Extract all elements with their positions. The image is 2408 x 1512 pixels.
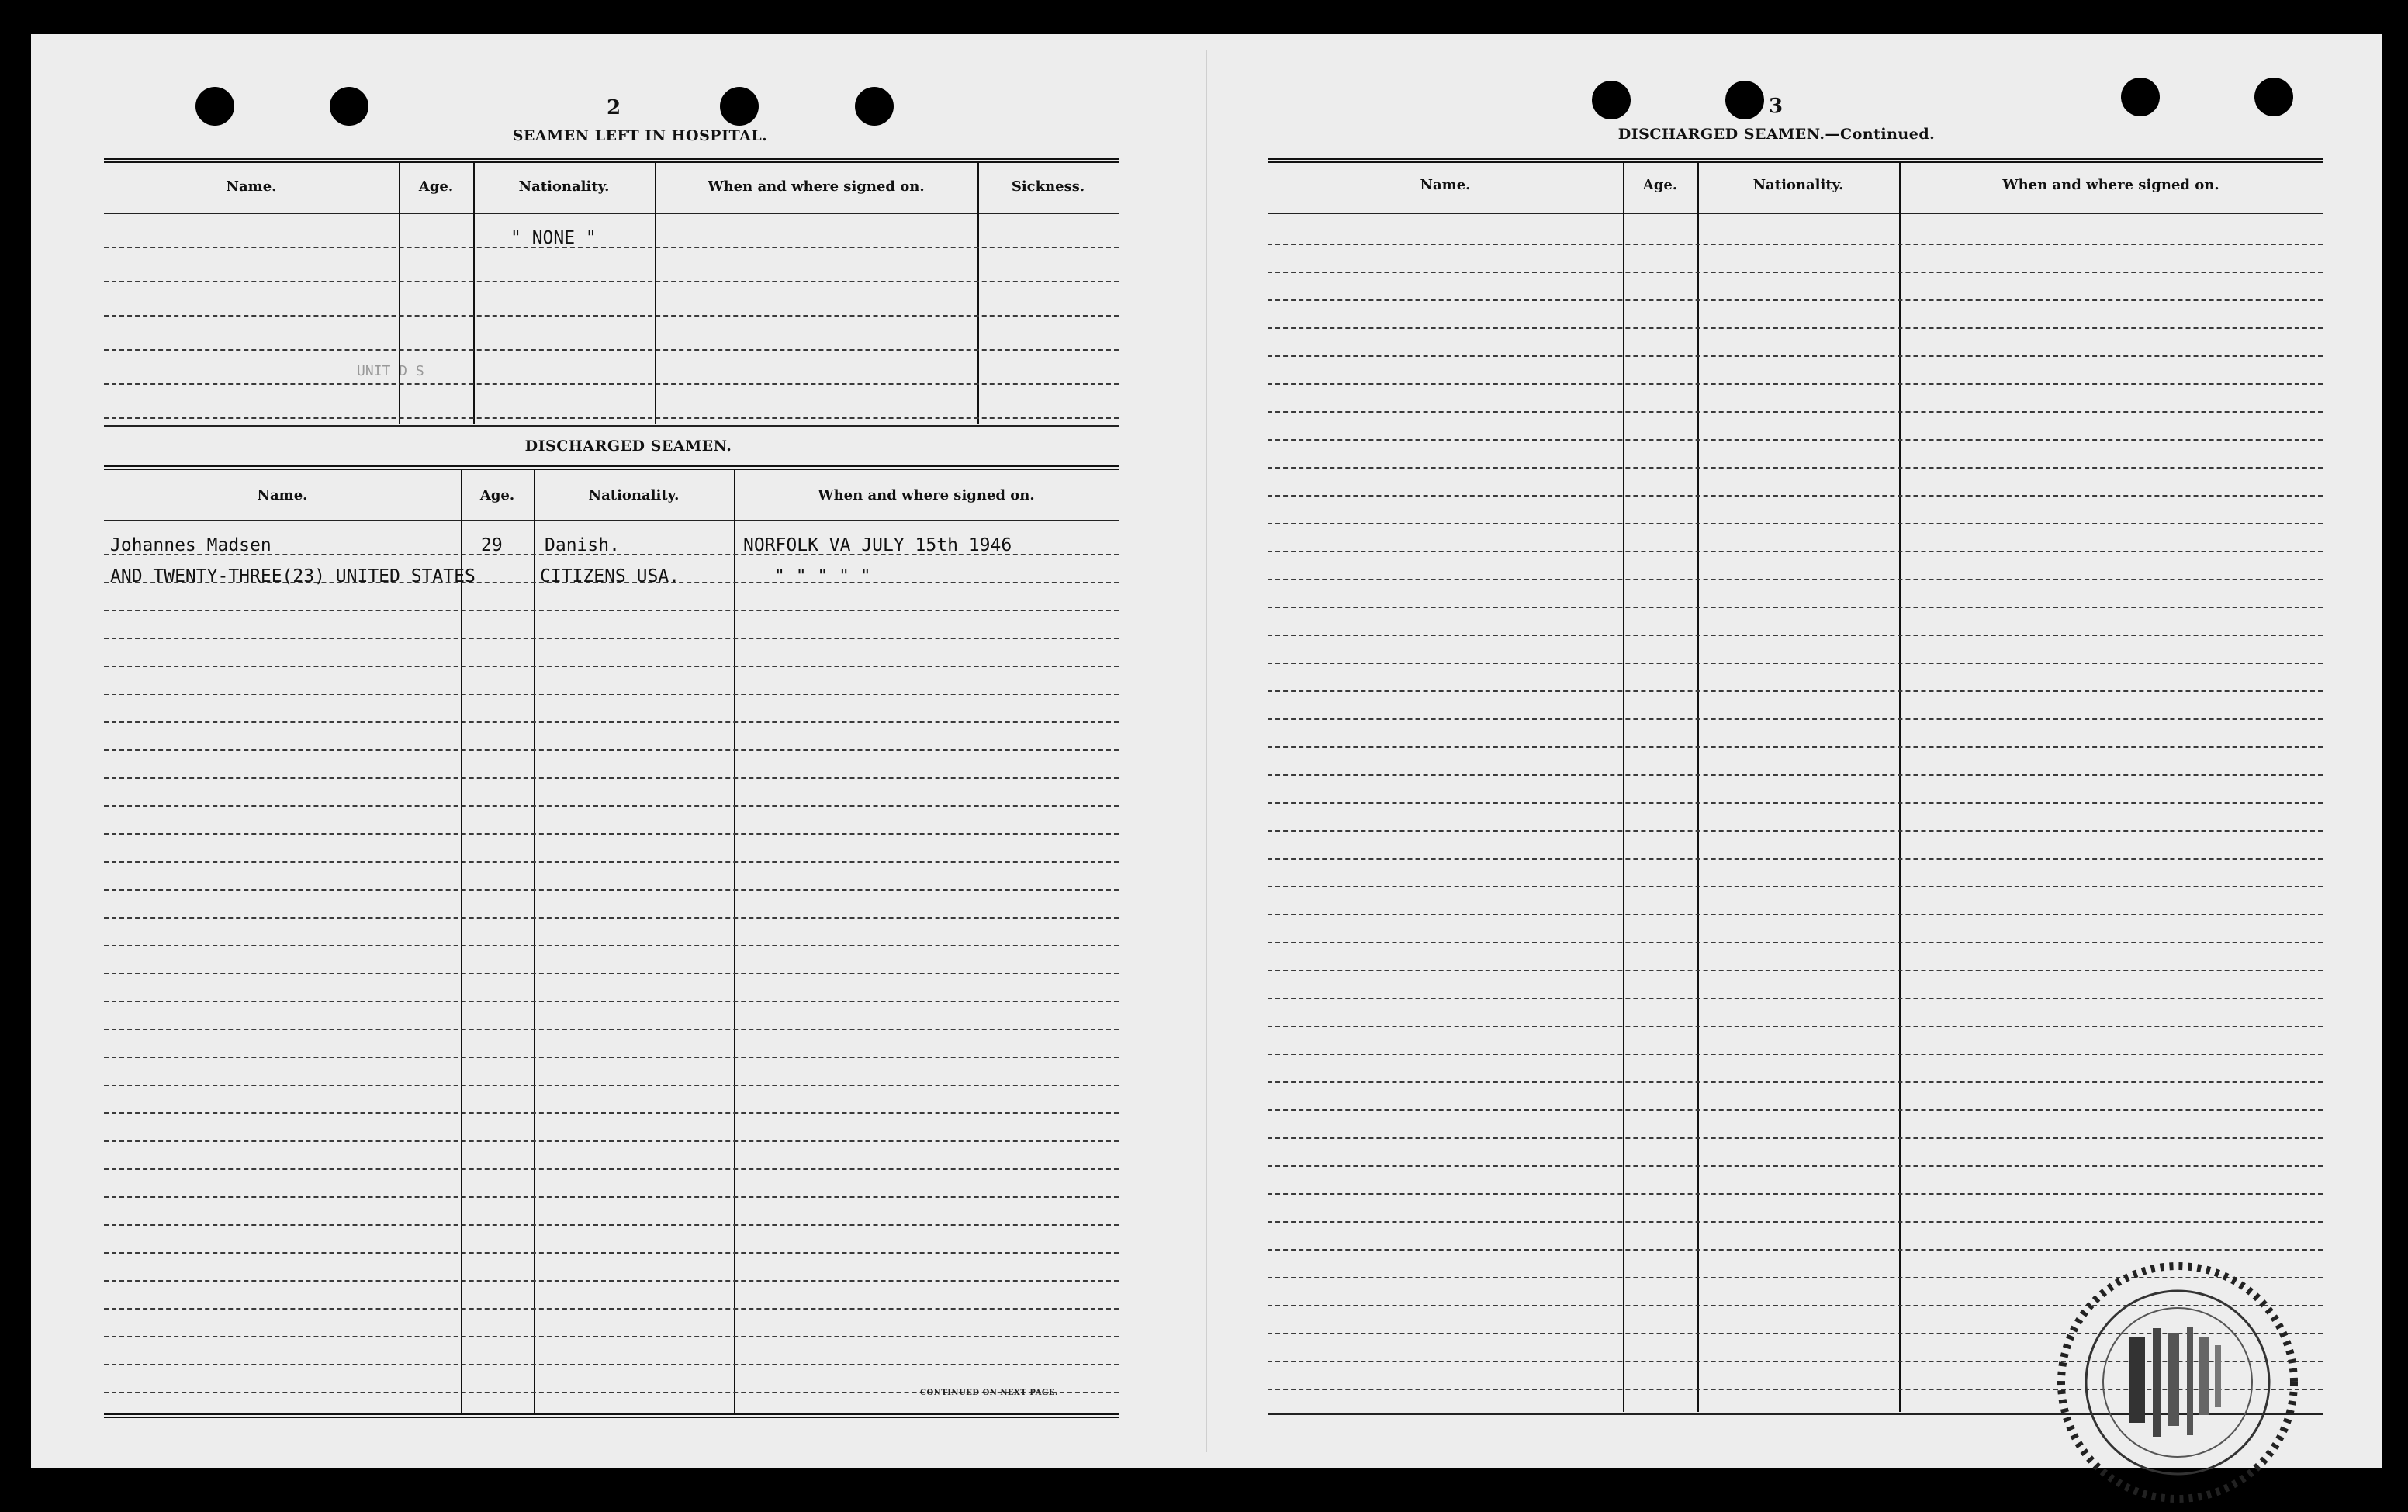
hospital-col-name: Name.: [226, 178, 277, 195]
ruled-line: [1268, 635, 2323, 636]
ruled-line: [104, 694, 1119, 695]
hospital-col-nationality: Nationality.: [518, 178, 610, 195]
ruled-line: [104, 1196, 1119, 1198]
ruled-line: [104, 1308, 1119, 1310]
ruled-line: [104, 1029, 1119, 1030]
discharged-col-nationality: Nationality.: [588, 487, 680, 503]
ruled-line: [104, 777, 1119, 779]
page-number-right: 3: [1769, 95, 1784, 118]
ruled-line: [104, 889, 1119, 891]
ruled-line: [1268, 327, 2323, 329]
ruled-line: [1268, 858, 2323, 860]
ruled-line: [1268, 914, 2323, 915]
discharged-col-age: Age.: [479, 487, 515, 503]
hospital-margin-note: UNIT D S: [357, 363, 424, 379]
right-col-signed-on: When and where signed on.: [2002, 177, 2219, 193]
ruled-line: [1268, 1026, 2323, 1027]
punch-hole: [195, 87, 234, 126]
ruled-line: [1268, 774, 2323, 776]
page-number-left: 2: [607, 96, 621, 119]
circular-postmark-stamp: [2044, 1252, 2312, 1512]
ruled-line: [104, 1140, 1119, 1142]
punch-hole: [1725, 81, 1764, 119]
right-header-rule: [1268, 213, 2323, 214]
ruled-line: [104, 1280, 1119, 1282]
ruled-line: [1268, 383, 2323, 385]
ruled-line: [104, 315, 1119, 317]
right-col-divider: [1623, 163, 1624, 1412]
ruled-line: [1268, 1054, 2323, 1055]
ruled-line: [1268, 495, 2323, 497]
ruled-line: [104, 281, 1119, 282]
right-top-rule: [1268, 158, 2323, 163]
discharged-col-divider: [534, 470, 535, 1415]
ruled-line: [104, 638, 1119, 639]
ruled-line: [1268, 439, 2323, 441]
ruled-line: [1268, 942, 2323, 943]
ruled-line: [1268, 1249, 2323, 1251]
ruled-line: [1268, 1165, 2323, 1167]
ruled-line: [104, 1001, 1119, 1002]
punch-hole: [2254, 78, 2293, 116]
hospital-entry-nationality: " NONE ": [510, 228, 597, 248]
discharged-header-rule: [104, 520, 1119, 521]
page-gutter: [1206, 50, 1207, 1452]
hospital-col-age: Age.: [418, 178, 454, 195]
discharged-bottom-rule: [104, 1413, 1119, 1418]
ruled-line: [1268, 970, 2323, 971]
ruled-line: [104, 833, 1119, 835]
ruled-line: [1268, 355, 2323, 357]
ruled-line: [1268, 551, 2323, 552]
ruled-line: [104, 973, 1119, 974]
ruled-line: [1268, 244, 2323, 245]
ruled-line: [1268, 1221, 2323, 1223]
discharged-section-title: DISCHARGED SEAMEN.: [524, 438, 732, 455]
seaman-name: AND TWENTY-THREE(23) UNITED STATES: [110, 566, 476, 586]
punch-hole: [2121, 78, 2160, 116]
ruled-line: [104, 1057, 1119, 1058]
seaman-name: Johannes Madsen: [110, 535, 272, 555]
ruled-line: [104, 721, 1119, 723]
ruled-line: [104, 247, 1119, 248]
punch-hole: [1592, 81, 1631, 119]
ruled-line: [104, 805, 1119, 807]
ruled-line: [1268, 523, 2323, 524]
ruled-line: [104, 917, 1119, 919]
ruled-line: [104, 1224, 1119, 1226]
hospital-bottom-rule: [104, 425, 1119, 427]
hospital-col-signed-on: When and where signed on.: [708, 178, 925, 195]
ruled-line: [1268, 718, 2323, 720]
right-col-divider: [1697, 163, 1699, 1412]
ruled-line: [104, 610, 1119, 611]
ruled-line: [1268, 272, 2323, 273]
right-col-nationality: Nationality.: [1752, 177, 1844, 193]
ruled-line: [104, 1364, 1119, 1365]
seaman-signed-on: NORFOLK VA JULY 15th 1946: [743, 535, 1012, 555]
ruled-line: [1268, 1109, 2323, 1111]
ruled-line: [1268, 467, 2323, 469]
hospital-col-sickness: Sickness.: [1011, 178, 1085, 195]
punch-hole: [330, 87, 368, 126]
ruled-line: [104, 1112, 1119, 1114]
ruled-line: [1268, 802, 2323, 804]
ruled-line: [104, 383, 1119, 385]
hospital-section-title: SEAMEN LEFT IN HOSPITAL.: [512, 127, 768, 144]
right-col-age: Age.: [1642, 177, 1678, 193]
ruled-line: [1268, 299, 2323, 301]
ruled-line: [1268, 886, 2323, 887]
ruled-line: [1268, 411, 2323, 413]
discharged-col-divider: [734, 470, 735, 1415]
ruled-line: [104, 861, 1119, 863]
right-col-divider: [1899, 163, 1901, 1412]
discharged-top-rule: [104, 465, 1119, 470]
seaman-signed-on: " " " " ": [774, 566, 871, 586]
ruled-line: [104, 1085, 1119, 1086]
seaman-age: 29: [481, 535, 503, 555]
ruled-line: [1268, 579, 2323, 580]
ruled-line: [1268, 998, 2323, 999]
ruled-line: [1268, 607, 2323, 608]
hospital-top-rule: [104, 158, 1119, 163]
ruled-line: [104, 1336, 1119, 1337]
discharged-continued-title: DISCHARGED SEAMEN.—Continued.: [1617, 126, 1936, 143]
ruled-line: [1268, 690, 2323, 692]
ruled-line: [104, 945, 1119, 946]
ruled-line: [104, 349, 1119, 351]
document-sheet: [31, 34, 2382, 1468]
ruled-line: [104, 417, 1119, 419]
discharged-col-divider: [461, 470, 462, 1415]
punch-hole: [720, 87, 759, 126]
ruled-line: [104, 749, 1119, 751]
ruled-line: [1268, 746, 2323, 748]
ruled-line: [1268, 1081, 2323, 1083]
hospital-header-rule: [104, 213, 1119, 214]
discharged-col-signed-on: When and where signed on.: [818, 487, 1035, 503]
ruled-line: [1268, 1193, 2323, 1195]
ruled-line: [104, 1168, 1119, 1170]
ruled-line: [1268, 663, 2323, 664]
ruled-line: [1268, 830, 2323, 832]
seaman-nationality: Danish.: [545, 535, 620, 555]
punch-hole: [855, 87, 894, 126]
discharged-col-name: Name.: [257, 487, 308, 503]
ruled-line: [104, 666, 1119, 667]
continued-footer: CONTINUED ON NEXT PAGE.: [920, 1389, 1059, 1397]
ruled-line: [104, 1252, 1119, 1254]
right-col-name: Name.: [1420, 177, 1471, 193]
seaman-nationality: CITIZENS USA.: [540, 566, 680, 586]
ruled-line: [1268, 1137, 2323, 1139]
